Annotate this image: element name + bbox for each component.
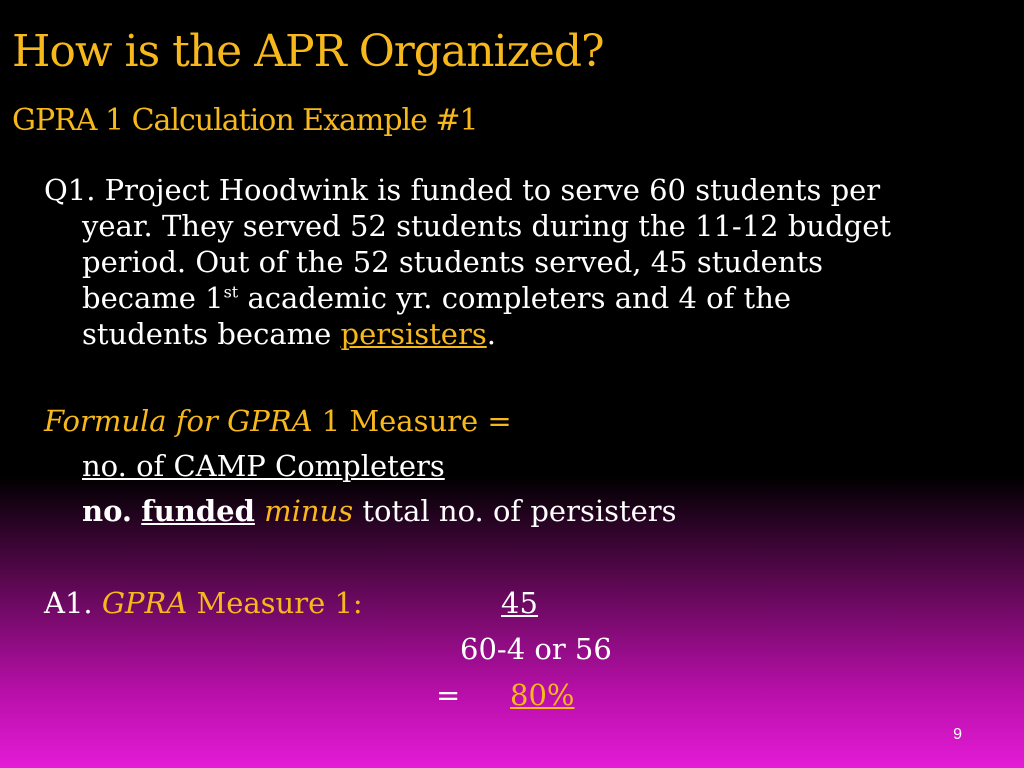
answer-result: 80% — [510, 678, 575, 712]
formula-heading-italic: Formula for GPRA — [44, 404, 313, 438]
equals-sign: = — [436, 678, 461, 712]
formula-den-rest: total no. of persisters — [353, 494, 677, 528]
answer-label — [44, 586, 363, 620]
formula-den-no: no. — [82, 494, 133, 528]
answer-numerator: 45 — [501, 586, 538, 620]
page-number: 9 — [953, 726, 962, 743]
question-line — [44, 316, 994, 352]
question-line: Q1. Project Hoodwink is funded to serve 60 students per — [44, 173, 881, 207]
question-line — [44, 280, 994, 316]
answer-gpra: GPRA — [101, 586, 188, 620]
answer-prefix: A1. — [44, 586, 102, 620]
ordinal-superscript: st — [223, 282, 239, 302]
formula-heading — [44, 404, 512, 438]
slide-title: How is the APR Organized? — [12, 26, 604, 77]
formula-den-funded: funded — [141, 494, 255, 528]
answer-denominator: 60-4 or 56 — [460, 632, 612, 666]
question-text: students became — [82, 317, 341, 351]
question-text: . — [486, 317, 496, 351]
formula-denominator — [82, 494, 677, 528]
formula-numerator: no. of CAMP Completers — [82, 449, 445, 483]
question-line: year. They served 52 students during the 11-12 budget — [82, 209, 892, 243]
answer-measure: Measure 1: — [187, 586, 363, 620]
formula-den-minus: minus — [264, 494, 354, 528]
persisters-link[interactable]: persisters — [340, 317, 487, 351]
question-block — [44, 172, 994, 352]
formula-heading-rest: 1 Measure = — [312, 404, 512, 438]
question-text: academic yr. completers and 4 of the — [238, 281, 792, 315]
slide-subtitle: GPRA 1 Calculation Example #1 — [12, 103, 478, 138]
question-text: became 1 — [82, 281, 224, 315]
question-line: period. Out of the 52 students served, 45 students — [82, 245, 823, 279]
